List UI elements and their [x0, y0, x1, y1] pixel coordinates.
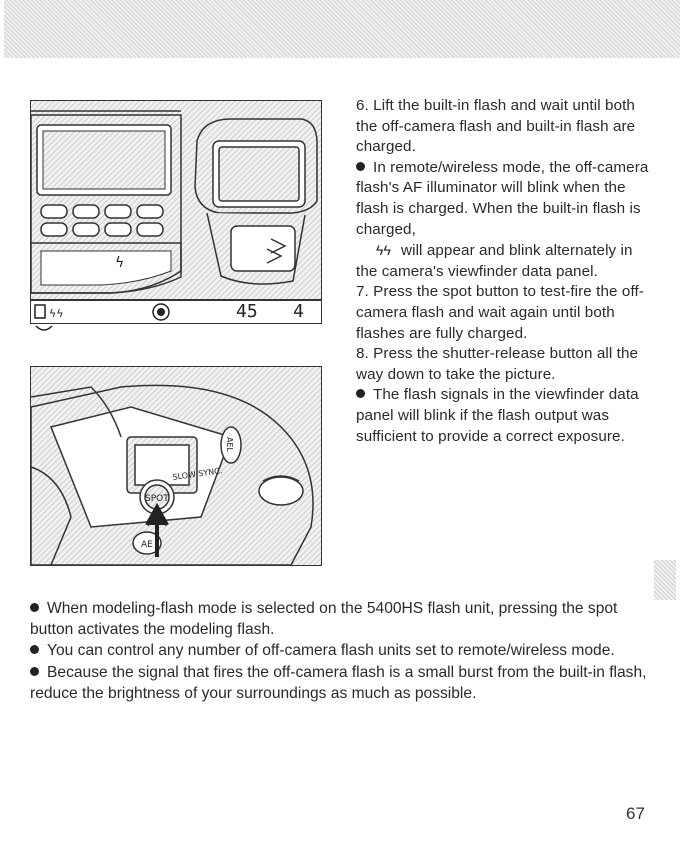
spot-label: SPOT: [145, 494, 169, 504]
ae-label: AE: [141, 540, 153, 550]
flash-signal-icons: [31, 301, 151, 323]
note-text: You can control any number of off-camera flash units set to remote/wireless mode.: [47, 642, 615, 660]
shutter-speed-display: 45: [236, 301, 258, 322]
step-7: 7. Press the spot button to test-fire the off-camera flash and wait again until both flashes are fully charged.: [356, 283, 644, 342]
note-item: [30, 598, 656, 640]
notes-section: [30, 598, 656, 704]
note-text: When modeling-flash mode is selected on the 5400HS flash unit, pressing the spot button activates the modeling flash.: [30, 600, 618, 639]
flash-ready-icon: [146, 301, 176, 323]
step-6-note-cont: [356, 240, 656, 282]
svg-text:ϟϟ: ϟϟ: [49, 307, 64, 320]
step-8: 8. Press the shutter-release button all the way down to take the picture.: [356, 345, 639, 383]
step-6-note-cont-text: will appear and blink alternately in the camera's viewfinder data panel.: [356, 242, 633, 280]
illustration-spot-button: [30, 366, 322, 566]
bullet-icon: [356, 389, 365, 398]
page-edge-tab: [654, 560, 676, 600]
slow-sync-label: SLOW SYNC.: [172, 466, 223, 482]
bullet-icon: [30, 667, 39, 676]
viewfinder-data-panel: [30, 300, 322, 324]
bullet-icon: [30, 645, 39, 654]
ael-label: AEL: [225, 437, 234, 452]
aperture-display: 4: [293, 301, 304, 322]
flash-signal-icon: ϟϟ: [376, 242, 392, 259]
header-band: [4, 0, 680, 58]
camera-top-drawing: [31, 367, 321, 565]
lcd-flash-drawing: [31, 101, 321, 299]
bullet-icon: [30, 603, 39, 612]
note-item: [30, 640, 656, 661]
note-item: [30, 662, 656, 704]
step-6-note-text: In remote/wireless mode, the off-camera flash's AF illuminator will blink when the flash is charged. When the built-in flash is charged,: [356, 158, 649, 238]
note-text: Because the signal that fires the off-camera flash is a small burst from the built-in flash, reduce the brightness of your surroundings as much as possible.: [30, 663, 647, 702]
step-8-note-text: The flash signals in the viewfinder data panel will blink if the flash output was sufficient to provide a correct exposure.: [356, 386, 639, 445]
page-number: 67: [626, 804, 645, 823]
illustration-lcd-and-flash: [30, 100, 322, 300]
svg-text:ϟ: ϟ: [115, 255, 125, 271]
bullet-icon: [356, 162, 365, 171]
flash-arc-icon: [34, 324, 54, 334]
step-6-note: [356, 158, 656, 240]
step-8-note: [356, 385, 656, 447]
step-6: 6. Lift the built-in flash and wait until both the off-camera flash and built-in flash are charged.: [356, 97, 636, 156]
instruction-steps: [356, 96, 656, 447]
